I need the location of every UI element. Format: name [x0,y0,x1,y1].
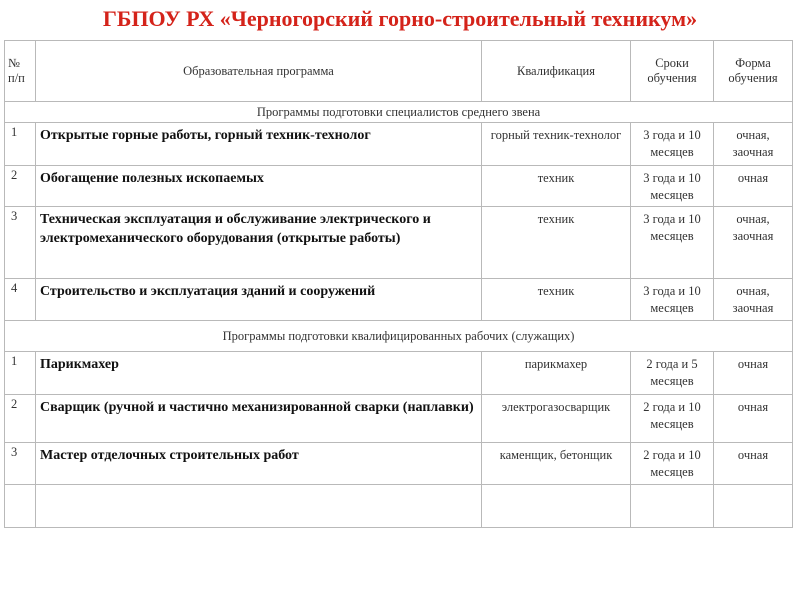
row-term: 3 года и 10 месяцев [631,123,714,166]
row-num: 2 [5,166,36,207]
row-term: 3 года и 10 месяцев [631,279,714,321]
row-term: 2 года и 10 месяцев [631,443,714,485]
empty-cell [714,485,793,528]
section-row [5,102,793,123]
row-term: 2 года и 5 месяцев [631,352,714,395]
row-num: 2 [5,395,36,443]
row-qualification: электрогазосварщик [482,395,631,443]
row-program: Техническая эксплуатация и обслуживание электрического и электромеханического оборудования (открытые работы) [36,207,482,279]
row-qualification: каменщик, бетонщик [482,443,631,485]
table-row [5,123,793,166]
page-title: ГБПОУ РХ «Черногорский горно-строительный техникум» [102,6,698,31]
row-num: 3 [5,443,36,485]
row-qualification: техник [482,207,631,279]
row-term: 3 года и 10 месяцев [631,166,714,207]
section-row [5,321,793,352]
header-program: Образовательная программа [36,41,482,102]
table-header-row [5,41,793,102]
row-program: Строительство и эксплуатация зданий и сооружений [36,279,482,321]
row-num: 3 [5,207,36,279]
empty-cell [36,485,482,528]
row-program: Открытые горные работы, горный техник-технолог [36,123,482,166]
section-title-specialists: Программы подготовки специалистов среднего звена [5,102,793,123]
row-num: 1 [5,123,36,166]
table-row [5,395,793,443]
row-term: 3 года и 10 месяцев [631,207,714,279]
row-qualification: техник [482,166,631,207]
row-form: очная [714,352,793,395]
table-row [5,352,793,395]
header-term: Сроки обучения [631,41,714,102]
empty-cell [631,485,714,528]
table-row [5,166,793,207]
header-num: № п/п [5,41,36,102]
row-form: очная [714,166,793,207]
row-qualification: горный техник-технолог [482,123,631,166]
row-form: очная, заочная [714,207,793,279]
row-num: 4 [5,279,36,321]
row-form: очная [714,395,793,443]
table-row [5,443,793,485]
row-program: Сварщик (ручной и частично механизированной сварки (наплавки) [36,395,482,443]
row-program: Мастер отделочных строительных работ [36,443,482,485]
row-program: Обогащение полезных ископаемых [36,166,482,207]
empty-cell [5,485,36,528]
row-form: очная [714,443,793,485]
row-program: Парикмахер [36,352,482,395]
section-title-workers: Программы подготовки квалифицированных рабочих (служащих) [5,321,793,352]
header-qualification: Квалификация [482,41,631,102]
table-row-empty [5,485,793,528]
programs-table [4,40,793,528]
row-qualification: парикмахер [482,352,631,395]
row-term: 2 года и 10 месяцев [631,395,714,443]
empty-cell [482,485,631,528]
table-row [5,279,793,321]
table-row [5,207,793,279]
row-num: 1 [5,352,36,395]
row-form: очная, заочная [714,279,793,321]
row-qualification: техник [482,279,631,321]
row-form: очная, заочная [714,123,793,166]
header-form: Форма обучения [714,41,793,102]
